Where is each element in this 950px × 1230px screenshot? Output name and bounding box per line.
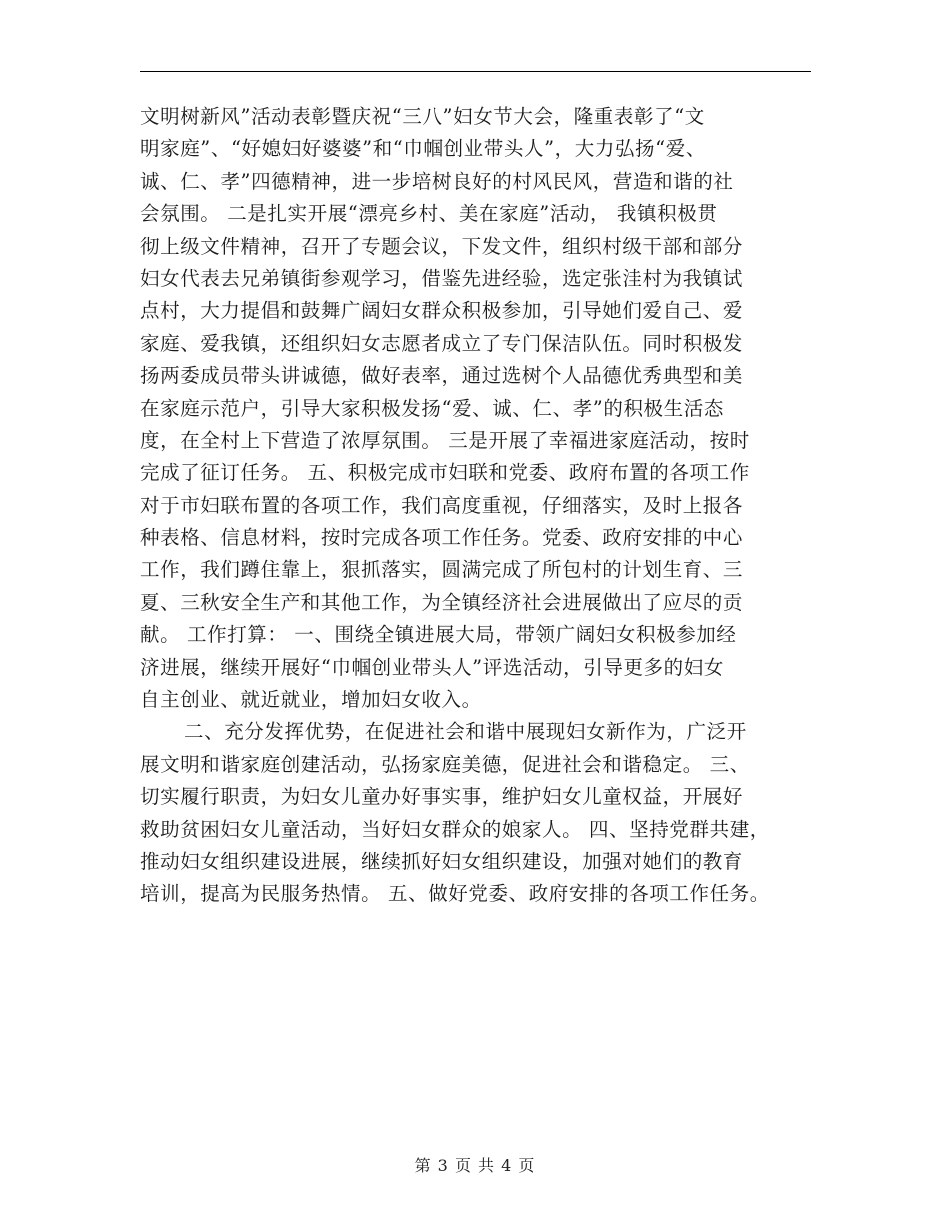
text-line: 夏、三秋安全生产和其他工作，为全镇经济社会进展做出了应尽的贡 — [140, 590, 744, 614]
text-line: 家庭、爱我镇，还组织妇女志愿者成立了专门保洁队伍。同时积极发 — [140, 331, 744, 355]
text-line: 彻上级文件精神，召开了专题会议，下发文件，组织村级干部和部分 — [140, 234, 744, 258]
header-rule — [140, 71, 811, 72]
text-line: 完成了征订任务。 五、积极完成市妇联和党委、政府布置的各项工作 — [140, 461, 750, 485]
text-line: 会氛围。 二是扎实开展“漂亮乡村、美在家庭”活动， 我镇积极贯 — [140, 202, 718, 226]
text-line: 切实履行职责，为妇女儿童办好事实事，维护妇女儿童权益，开展好 — [140, 785, 744, 809]
text-line: 度，在全村上下营造了浓厚氛围。 三是开展了幸福进家庭活动，按时 — [140, 428, 750, 452]
text-line: 推动妇女组织建设进展，继续抓好妇女组织建设，加强对她们的教育 — [140, 849, 744, 873]
text-line: 济进展，继续开展好“巾帼创业带头人”评选活动，引导更多的妇女 — [140, 655, 724, 679]
text-line: 明家庭”、“好媳妇好婆婆”和“巾帼创业带头人”，大力弘扬“爱、 — [140, 137, 706, 161]
text-line: 妇女代表去兄弟镇街参观学习，借鉴先进经验，选定张洼村为我镇试 — [140, 266, 744, 290]
text-line: 在家庭示范户，引导大家积极发扬“爱、诚、仁、孝”的积极生活态 — [140, 396, 724, 420]
text-line: 自主创业、就近就业，增加妇女收入。 — [140, 688, 482, 712]
text-line: 献。 工作打算： 一、围绕全镇进展大局，带领广阔妇女积极参加经 — [140, 623, 737, 647]
paragraph-first-line: 二、充分发挥优势，在促进社会和谐中展现妇女新作为，广泛开 — [184, 720, 747, 744]
text-line: 工作，我们蹲住靠上，狠抓落实，圆满完成了所包村的计划生育、三 — [140, 558, 744, 582]
text-line: 点村，大力提倡和鼓舞广阔妇女群众积极参加，引导她们爱自己、爱 — [140, 299, 744, 323]
text-line: 种表格、信息材料，按时完成各项工作任务。党委、政府安排的中心 — [140, 526, 744, 550]
text-line: 文明树新风”活动表彰暨庆祝“三八”妇女节大会，隆重表彰了“文 — [140, 105, 705, 128]
text-line: 展文明和谐家庭创建活动，弘扬家庭美德，促进社会和谐稳定。 三、 — [140, 752, 750, 776]
text-line: 培训，提高为民服务热情。 五、做好党委、政府安排的各项工作任务。 — [140, 882, 770, 906]
text-line: 救助贫困妇女儿童活动，当好妇女群众的娘家人。 四、坚持党群共建， — [140, 817, 770, 841]
text-line: 对于市妇联布置的各项工作，我们高度重视，仔细落实，及时上报各 — [140, 493, 744, 517]
page-number-footer: 第 3 页 共 4 页 — [414, 1156, 536, 1175]
text-line: 诚、仁、孝”四德精神，进一步培树良好的村风民风，营造和谐的社 — [140, 169, 734, 193]
body-text — [140, 101, 830, 911]
text-line: 扬两委成员带头讲诚德，做好表率，通过选树个人品德优秀典型和美 — [140, 364, 744, 388]
